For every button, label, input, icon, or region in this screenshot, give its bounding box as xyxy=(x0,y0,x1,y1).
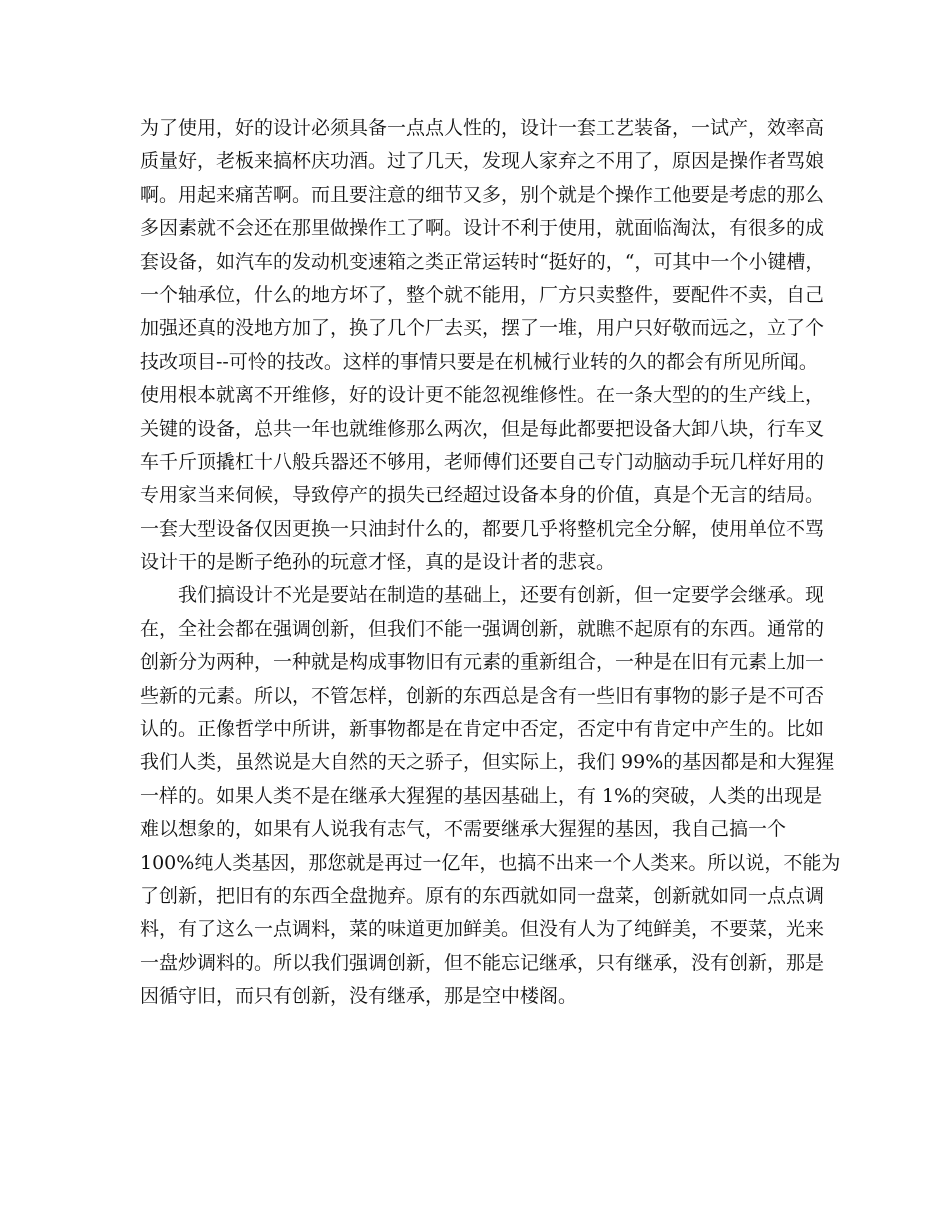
text-line: 创新分为两种，一种就是构成事物旧有元素的重新组合，一种是在旧有元素上加一 xyxy=(140,651,825,674)
text-line: 一盘炒调料的。所以我们强调创新，但不能忘记继承，只有继承，没有创新，那是 xyxy=(140,951,825,974)
text-line: 在，全社会都在强调创新，但我们不能一强调创新，就瞧不起原有的东西。通常的 xyxy=(140,617,825,640)
text-line: 因循守旧，而只有创新，没有继承，那是空中楼阁。 xyxy=(140,985,578,1008)
text-line: 100%纯人类基因，那您就是再过一亿年，也搞不出来一个人类来。所以说，不能为 xyxy=(140,851,841,874)
text-line: 我们人类，虽然说是大自然的天之骄子，但实际上，我们 99%的基因都是和大猩猩 xyxy=(140,751,835,774)
text-line: 些新的元素。所以，不管怎样，创新的东西总是含有一些旧有事物的影子是不可否 xyxy=(140,684,825,707)
text-line: 设计干的是断子绝孙的玩意才怪，真的是设计者的悲哀。 xyxy=(140,551,616,574)
text-line: 技改项目--可怜的技改。这样的事情只要是在机械行业转的久的都会有所见所闻。 xyxy=(140,350,818,373)
text-line: 一样的。如果人类不是在继承大猩猩的基因基础上，有 1%的突破，人类的出现是 xyxy=(140,784,823,807)
text-line: 一套大型设备仅因更换一只油封什么的，都要几乎将整机完全分解，使用单位不骂 xyxy=(140,517,825,540)
text-line: 一个轴承位，什么的地方坏了，整个就不能用，厂方只卖整件，要配件不卖，自己 xyxy=(140,283,825,306)
text-line: 认的。正像哲学中所讲，新事物都是在肯定中否定，否定中有肯定中产生的。比如 xyxy=(140,718,825,741)
text-line: 套设备，如汽车的发动机变速箱之类正常运转时“挺好的，“，可其中一个小键槽， xyxy=(140,250,825,273)
text-line: 使用根本就离不开维修，好的设计更不能忽视维修性。在一条大型的的生产线上， xyxy=(140,384,825,407)
text-line: 我们搞设计不光是要站在制造的基础上，还要有创新，但一定要学会继承。现 xyxy=(140,584,825,607)
text-line: 关键的设备，总共一年也就维修那么两次，但是每此都要把设备大卸八块，行车叉 xyxy=(140,417,825,440)
text-line: 质量好，老板来搞杯庆功酒。过了几天，发现人家弃之不用了，原因是操作者骂娘 xyxy=(140,150,825,173)
text-line: 料，有了这么一点调料，菜的味道更加鲜美。但没有人为了纯鲜美，不要菜，光来 xyxy=(140,918,825,941)
text-line: 车千斤顶撬杠十八般兵器还不够用，老师傅们还要自己专门动脑动手玩几样好用的 xyxy=(140,450,825,473)
text-line: 了创新，把旧有的东西全盘抛弃。原有的东西就如同一盘菜，创新就如同一点点调 xyxy=(140,884,825,907)
text-line: 啊。用起来痛苦啊。而且要注意的细节又多，别个就是个操作工他要是考虑的那么 xyxy=(140,183,825,206)
body-text xyxy=(140,112,841,1014)
text-line: 多因素就不会还在那里做操作工了啊。设计不利于使用，就面临淘汰，有很多的成 xyxy=(140,217,825,240)
text-line: 难以想象的，如果有人说我有志气，不需要继承大猩猩的基因，我自己搞一个 xyxy=(140,818,787,841)
text-line: 为了使用，好的设计必须具备一点点人性的，设计一套工艺装备，一试产，效率高 xyxy=(140,117,825,139)
text-line: 加强还真的没地方加了，换了几个厂去买，摆了一堆，用户只好敬而远之，立了个 xyxy=(140,317,825,340)
text-line: 专用家当来伺候，导致停产的损失已经超过设备本身的价值，真是个无言的结局。 xyxy=(140,484,825,507)
